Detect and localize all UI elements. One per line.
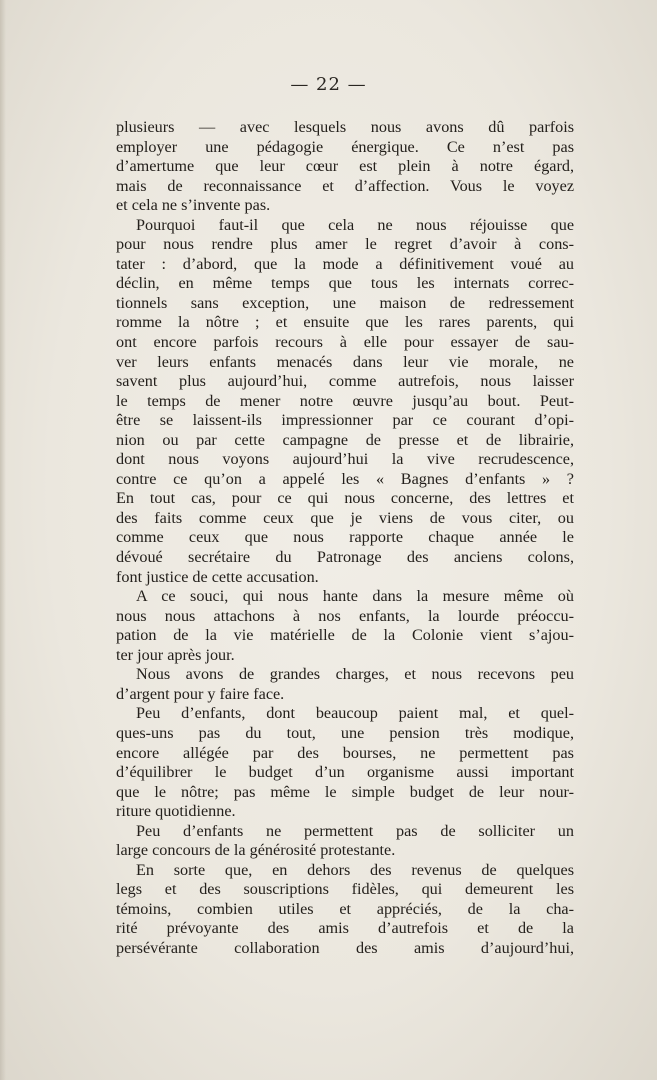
text-line: dévoué secrétaire du Patronage des anciens colons,: [116, 548, 574, 567]
text-line: nous nous attachons à nos enfants, la lourde préoccu-: [116, 606, 574, 625]
text-line: et cela ne s’invente pas.: [116, 196, 271, 215]
text-line: ont encore parfois recours à elle pour essayer de sau-: [116, 333, 574, 352]
text-line: legs et des souscriptions fidèles, qui demeurent les: [116, 880, 574, 899]
text-line: romme la nôtre ; et ensuite que les rares parents, qui: [116, 313, 574, 332]
text-line: ter jour après jour.: [116, 645, 235, 664]
text-line: d’argent pour y faire face.: [116, 684, 285, 703]
text-line: En tout cas, pour ce qui nous concerne, des lettres et: [116, 489, 574, 508]
text-line: des faits comme ceux que je viens de vous citer, ou: [116, 508, 574, 527]
text-line: d’équilibrer le budget d’un organisme aussi important: [116, 763, 574, 782]
text-line: Pourquoi faut-il que cela ne nous réjouisse que: [136, 215, 574, 234]
text-line: En sorte que, en dehors des revenus de quelques: [136, 860, 574, 879]
page-edge-shadow: [0, 0, 6, 1080]
text-line: ques-uns pas du tout, une pension très modique,: [116, 723, 574, 742]
text-line: large concours de la générosité protestante.: [116, 841, 396, 860]
text-line: font justice de cette accusation.: [116, 567, 319, 586]
text-line: Peu d’enfants ne permettent pas de solliciter un: [136, 821, 574, 840]
text-line: contre ce qu’on a appelé les « Bagnes d’enfants » ?: [116, 469, 574, 488]
text-line: riture quotidienne.: [116, 802, 236, 821]
text-line: A ce souci, qui nous hante dans la mesure même où: [136, 587, 574, 606]
text-line: tater : d’abord, que la mode a définitivement voué au: [116, 254, 574, 273]
text-line: Peu d’enfants, dont beaucoup paient mal, et quel-: [136, 704, 574, 723]
text-line: que le nôtre; pas même le simple budget de leur nour-: [116, 782, 574, 801]
page-number: — 22 —: [290, 74, 367, 95]
text-line: Nous avons de grandes charges, et nous recevons peu: [136, 665, 574, 684]
text-line: tionnels sans exception, une maison de redressement: [116, 293, 574, 312]
text-line: déclin, en même temps que tous les internats correc-: [116, 274, 574, 293]
text-line: pation de la vie matérielle de la Colonie vient s’ajou-: [116, 626, 574, 645]
text-line: être se laissent-ils impressionner par ce courant d’opi-: [116, 411, 574, 430]
text-line: le temps de mener notre œuvre jusqu’au bout. Peut-: [116, 391, 574, 410]
text-line: rité prévoyante des amis d’autrefois et de la: [116, 919, 574, 938]
text-line: encore allégée par des bourses, ne permettent pas: [116, 743, 574, 762]
text-line: persévérante collaboration des amis d’aujourd’hui,: [116, 938, 574, 957]
text-line: comme ceux que nous rapporte chaque année le: [116, 528, 574, 547]
text-line: d’amertume que leur cœur est plein à notre égard,: [116, 157, 574, 176]
text-line: dont nous voyons aujourd’hui la vive recrudescence,: [116, 450, 574, 469]
text-line: employer une pédagogie énergique. Ce n’est pas: [116, 137, 574, 156]
text-line: ver leurs enfants menacés dans leur vie morale, ne: [116, 352, 574, 371]
text-line: savent plus aujourd’hui, comme autrefois, nous laisser: [116, 372, 574, 391]
text-line: mais de reconnaissance et d’affection. Vous le voyez: [116, 176, 574, 195]
text-line: plusieurs — avec lesquels nous avons dû parfois: [116, 118, 574, 136]
text-line: nion ou par cette campagne de presse et de librairie,: [116, 430, 574, 449]
body-text: [116, 118, 574, 959]
text-line: pour nous rendre plus amer le regret d’avoir à cons-: [116, 235, 574, 254]
text-line: témoins, combien utiles et appréciés, de la cha-: [116, 899, 574, 918]
